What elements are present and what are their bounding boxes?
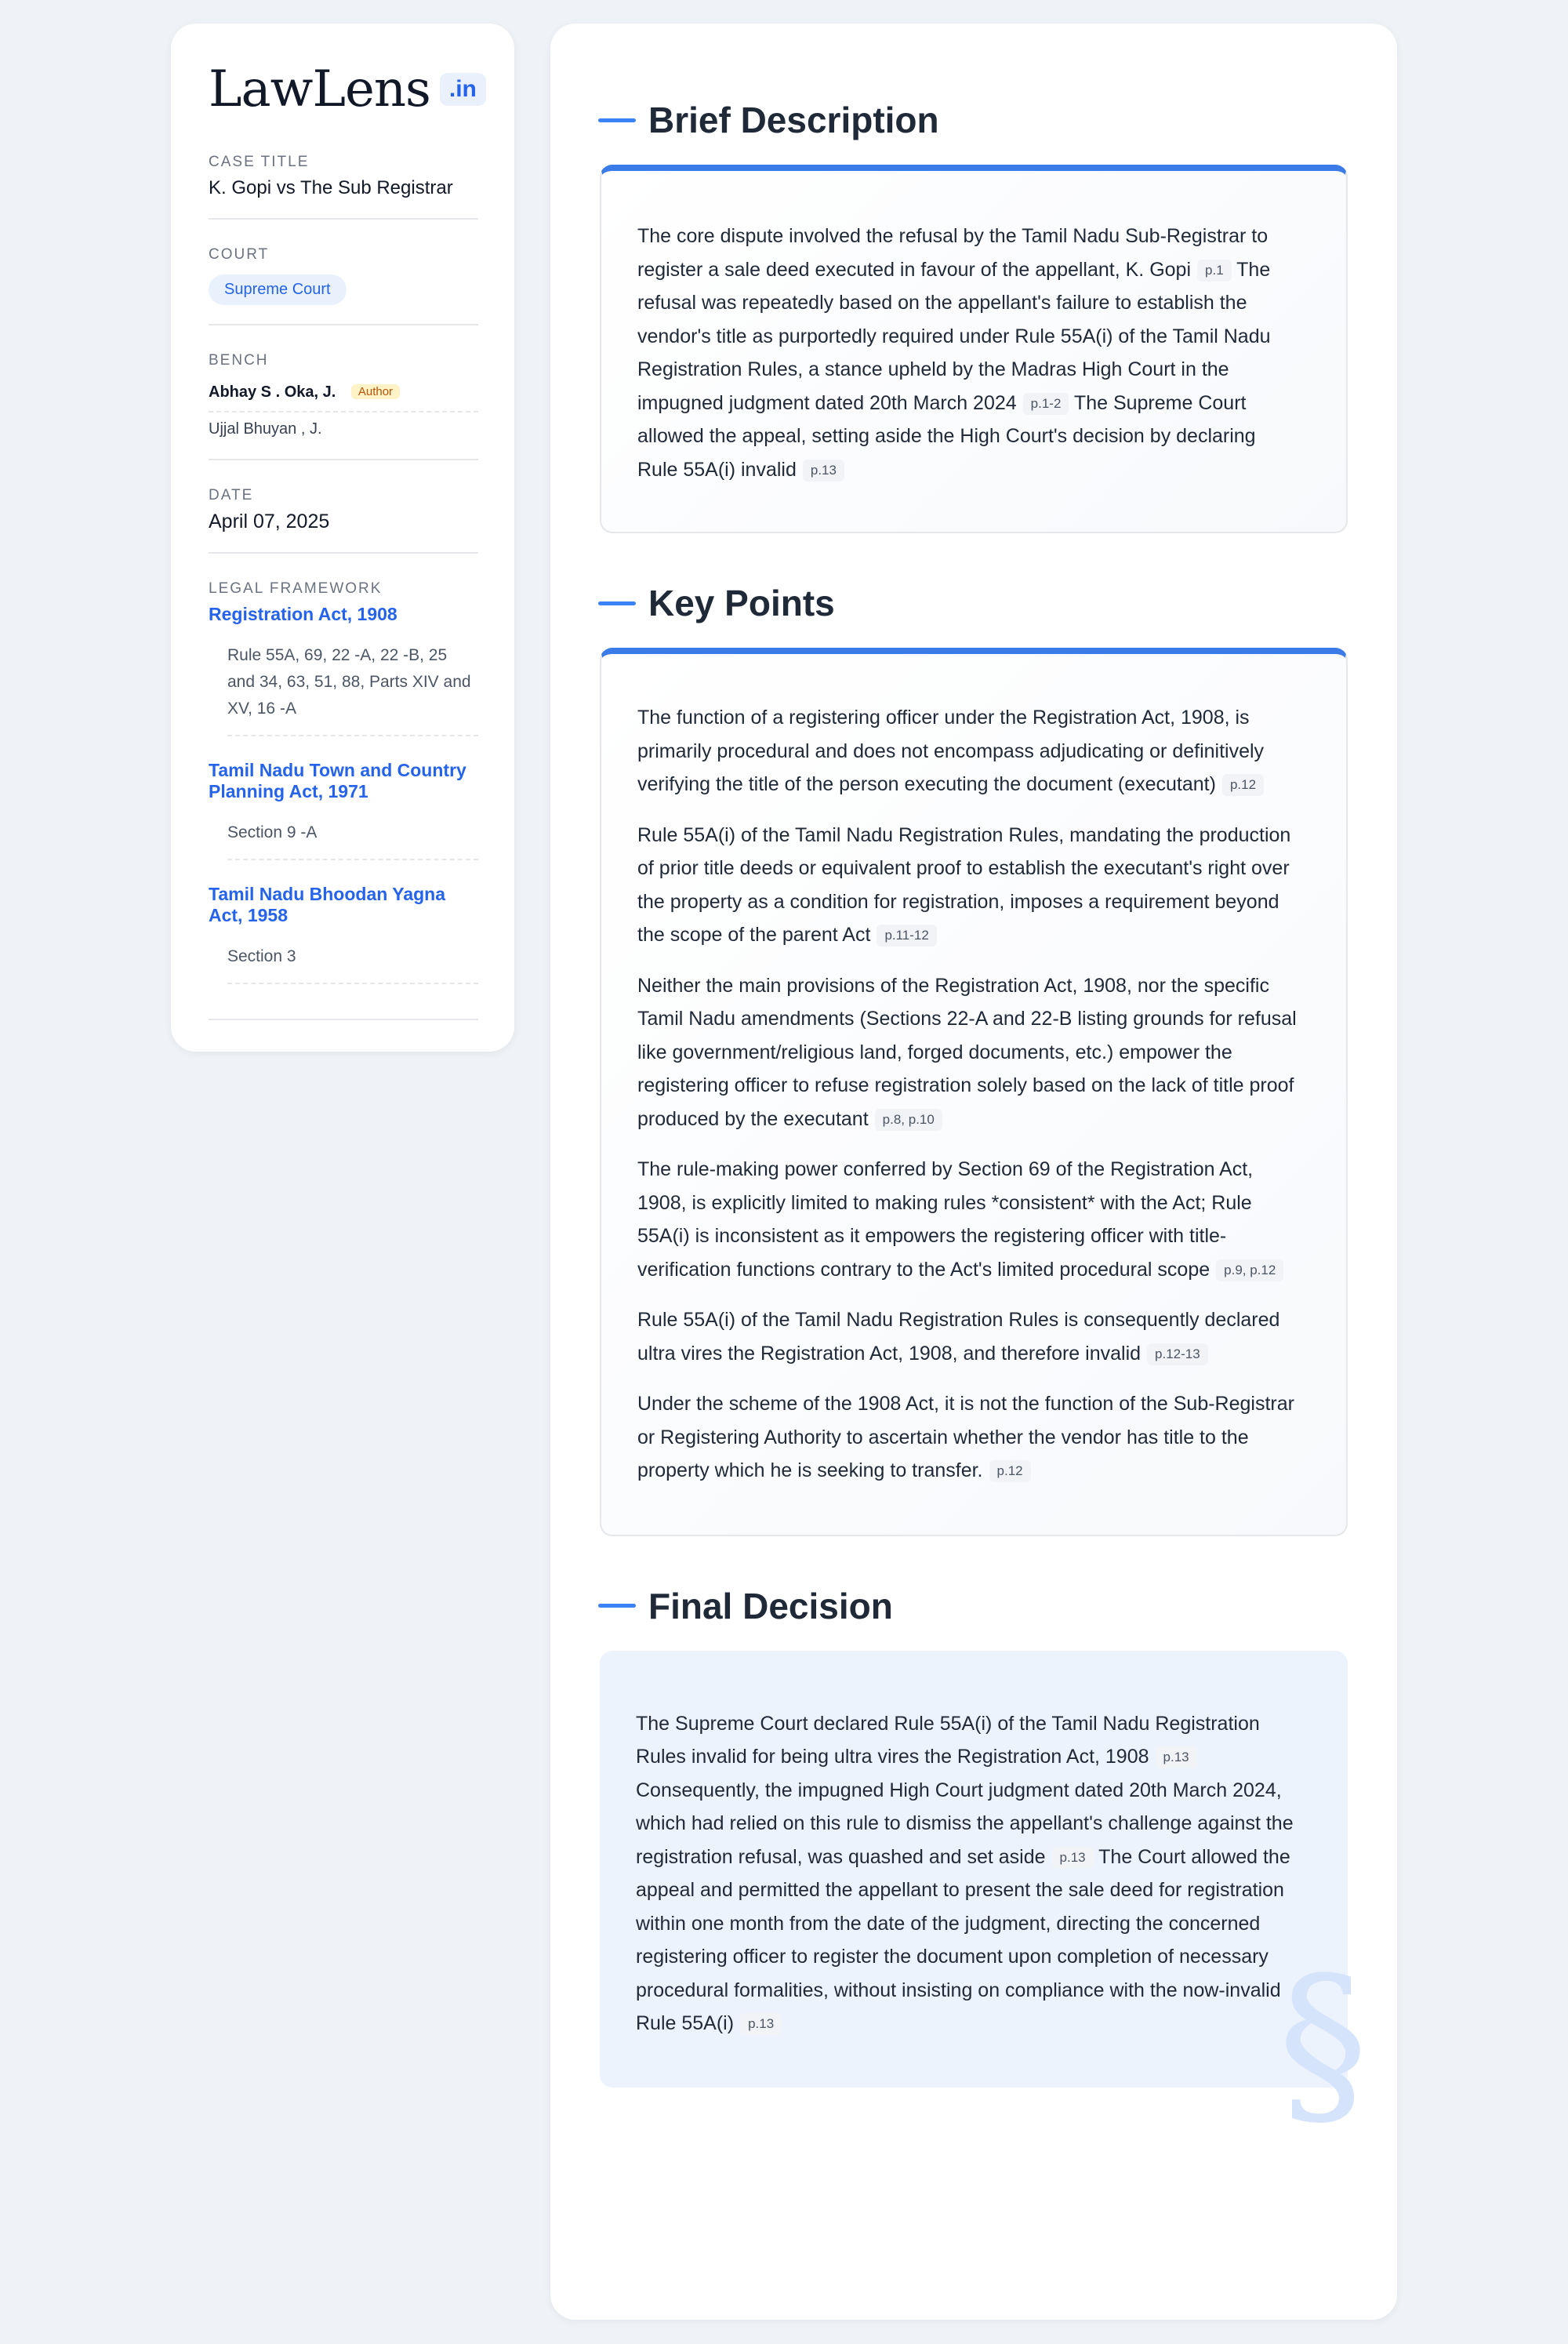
brand-tld: .in xyxy=(440,73,486,106)
bench-judge-2 xyxy=(209,412,478,448)
text-run: The Supreme Court allowed the appeal, setting aside the High Court's decision by declaring Rule 55A(i) invalid xyxy=(637,391,1256,481)
judge-name: Ujjal Bhuyan , J. xyxy=(209,420,322,438)
key-point xyxy=(637,1303,1301,1370)
judge-name: Abhay S . Oka, J. xyxy=(209,383,336,401)
judgment-date: April 07, 2025 xyxy=(209,511,330,532)
brief-description-card xyxy=(600,165,1348,533)
law-sections: Rule 55A, 69, 22 -A, 22 -B, 25 and 34, 63, 51, 88, Parts XIV and XV, 16 -A xyxy=(227,642,478,736)
case-title-label: CASE TITLE xyxy=(209,154,310,170)
date-label: DATE xyxy=(209,487,254,503)
bench-label: BENCH xyxy=(209,352,269,369)
bench-block xyxy=(209,352,478,460)
page-citation[interactable]: p.13 xyxy=(740,2013,782,2035)
case-title-block xyxy=(209,154,478,220)
case-sidebar xyxy=(171,24,514,1052)
case-summary-panel xyxy=(550,24,1397,2320)
page-citation[interactable]: p.1-2 xyxy=(1023,393,1069,415)
page-citation[interactable]: p.12-13 xyxy=(1147,1343,1208,1365)
law-link-registration-act[interactable]: Registration Act, 1908 xyxy=(209,604,397,624)
text-run: The Court allowed the appeal and permitted the appellant to present the sale deed for registration within one month from the date of the judgment, directing the concerned registering officer to register the document upon completion of necessary procedural formalities, without insisting on compliance with the now-invalid Rule 55A(i) xyxy=(636,1845,1290,2034)
text-run: The function of a registering officer under the Registration Act, 1908, is primarily procedural and does not encompass adjudicating or definitively verifying the title of the person executing the document (executant) xyxy=(637,707,1265,795)
page-citation[interactable]: p.12 xyxy=(989,1460,1031,1482)
court-badge: Supreme Court xyxy=(209,274,347,305)
final-decision-text xyxy=(636,1707,1308,2041)
key-points-card xyxy=(600,648,1348,1536)
law-link-tn-bhoodan-act[interactable]: Tamil Nadu Bhoodan Yagna Act, 1958 xyxy=(209,884,446,925)
key-point xyxy=(637,1153,1301,1286)
brand-logo[interactable] xyxy=(209,60,478,118)
text-run: The refusal was repeatedly based on the appellant's failure to establish the vendor's title as purportedly required under Rule 55A(i) of the Tamil Nadu Registration Rules, a stance upheld by the Madras High Court in the impugned judgment dated 20th March 2024 xyxy=(637,258,1271,414)
key-point xyxy=(637,701,1301,801)
text-run: Neither the main provisions of the Registration Act, 1908, nor the specific Tamil Nadu amendments (Sections 22-A and 22-B listing grounds for refusal like government/religious land, forged documents, etc.) empower the registering officer to refuse registration solely based on the lack of title proof produced by the executant xyxy=(637,974,1297,1130)
page-citation[interactable]: p.12 xyxy=(1222,774,1264,796)
date-block xyxy=(209,487,478,554)
page-citation[interactable]: p.9, p.12 xyxy=(1216,1259,1283,1281)
section-symbol-icon: § xyxy=(1278,1939,1368,2149)
page-citation[interactable]: p.13 xyxy=(1052,1847,1094,1869)
key-point xyxy=(637,969,1301,1136)
heading-accent-bar xyxy=(598,1604,636,1608)
court-label: COURT xyxy=(209,246,270,263)
heading-accent-bar xyxy=(598,601,636,605)
final-decision-card xyxy=(600,1651,1368,2149)
key-point xyxy=(637,1387,1301,1488)
section-title: Key Points xyxy=(648,583,835,623)
final-decision-heading xyxy=(598,1585,1348,1626)
brief-description-heading xyxy=(598,102,1348,138)
brief-description-text xyxy=(637,220,1301,486)
text-run: Rule 55A(i) of the Tamil Nadu Registration Rules is consequently declared ultra vires the Registration Act, 1908, and therefore invalid xyxy=(637,1309,1280,1365)
bench-judge-1 xyxy=(209,376,478,412)
text-run: The Supreme Court declared Rule 55A(i) of the Tamil Nadu Registration Rules invalid for being ultra vires the Registration Act, 1908 xyxy=(636,1712,1260,1768)
text-run: Rule 55A(i) of the Tamil Nadu Registration Rules, mandating the production of prior title deeds or equivalent proof to establish the executant's right over the property as a condition for registration, imposes a requirement beyond the scope of the parent Act xyxy=(637,823,1291,946)
text-run: The rule-making power conferred by Section 69 of the Registration Act, 1908, is explicitly limited to making rules *consistent* with the Act; Rule 55A(i) is inconsistent as it empowers the registering officer with title-verification functions contrary to the Act's limited procedural scope xyxy=(637,1158,1254,1281)
page-citation[interactable]: p.13 xyxy=(803,460,844,482)
page-citation[interactable]: p.11-12 xyxy=(877,925,936,947)
legal-framework-label: LEGAL FRAMEWORK xyxy=(209,580,383,597)
text-run: Consequently, the impugned High Court judgment dated 20th March 2024, which had relied on this rule to dismiss the appellant's challenge against the registration refusal, was quashed and set aside xyxy=(636,1779,1294,1868)
page-citation[interactable]: p.8, p.10 xyxy=(875,1109,942,1131)
text-run: The core dispute involved the refusal by the Tamil Nadu Sub-Registrar to register a sale deed executed in favour of the appellant, K. Gopi xyxy=(637,225,1269,281)
text-run: Under the scheme of the 1908 Act, it is not the function of the Sub-Registrar or Registering Authority to ascertain whether the vendor has title to the property which he is seeking to transfer. xyxy=(637,1393,1294,1481)
brand-name: LawLens xyxy=(209,60,430,118)
page-citation[interactable]: p.1 xyxy=(1197,260,1232,282)
author-badge: Author xyxy=(351,384,400,399)
section-title: Final Decision xyxy=(648,1585,893,1626)
page-citation[interactable]: p.13 xyxy=(1156,1746,1197,1768)
key-point xyxy=(637,819,1301,952)
key-points-heading xyxy=(598,585,1348,621)
law-sections: Section 9 -A xyxy=(227,819,478,860)
law-link-tn-town-planning-act[interactable]: Tamil Nadu Town and Country Planning Act, 1971 xyxy=(209,760,466,801)
law-sections: Section 3 xyxy=(227,943,478,984)
case-title: K. Gopi vs The Sub Registrar xyxy=(209,177,453,198)
section-title: Brief Description xyxy=(648,100,939,140)
heading-accent-bar xyxy=(598,118,636,122)
legal-framework-block xyxy=(209,580,478,1020)
court-block xyxy=(209,246,478,325)
